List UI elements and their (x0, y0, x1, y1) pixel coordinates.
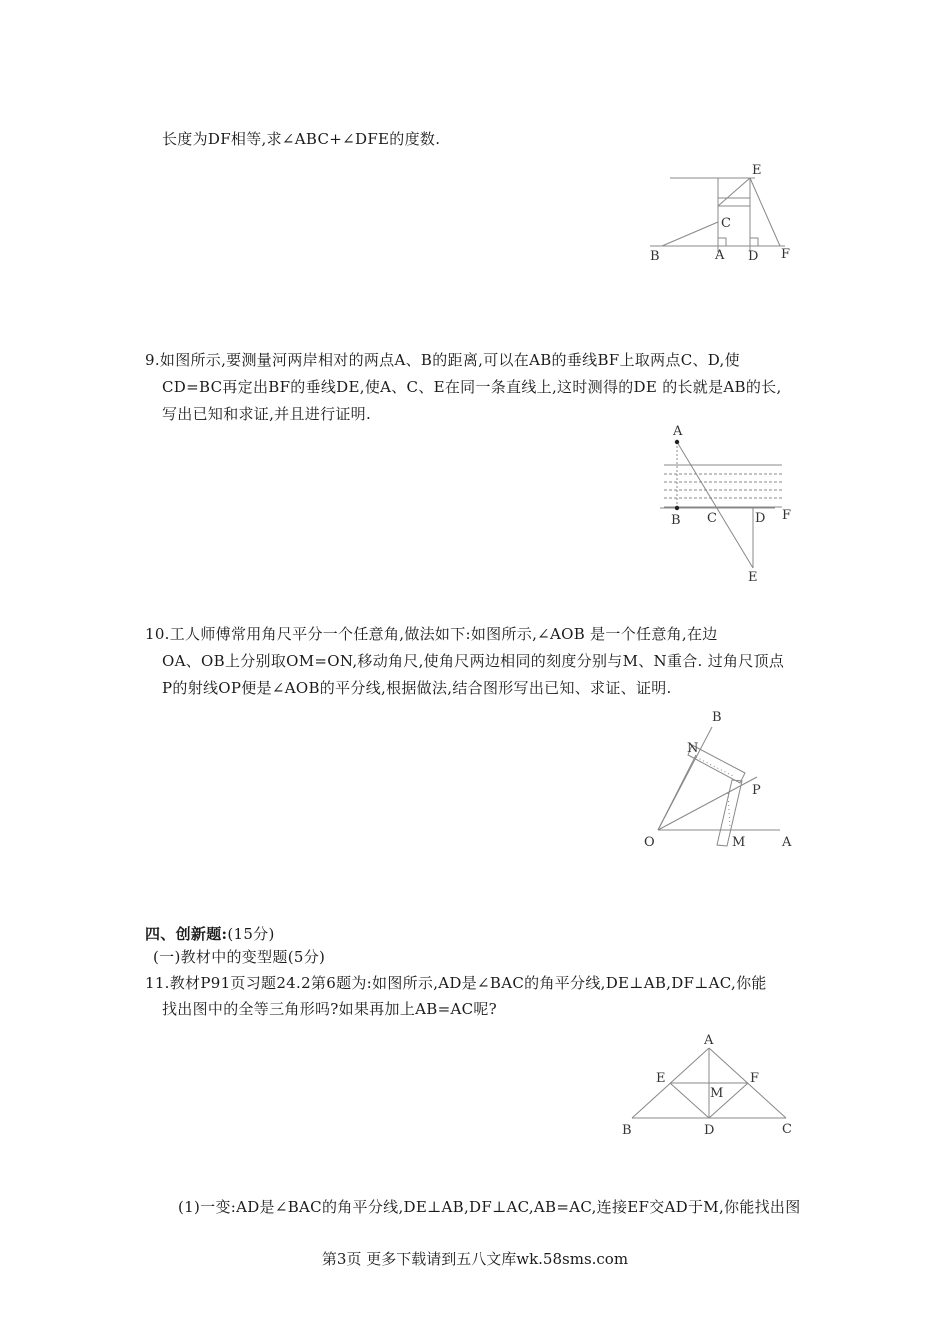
section4-heading (145, 923, 275, 945)
fig11-label-d: D (704, 1123, 715, 1138)
section4-title: 四、创新题: (145, 925, 228, 943)
fig11-label-b: B (622, 1123, 632, 1138)
fig10-label-o: O (644, 835, 655, 850)
figure-q10 (640, 705, 810, 855)
q11-text-line-1: 11.教材P91页习题24.2第6题为:如图所示,AD是∠BAC的角平分线,DE⊥AB,DF⊥AC,你能 (145, 974, 767, 992)
page-footer: 第3页 更多下载请到五八文库wk.58sms.com (321, 1250, 629, 1268)
fig9-point-b (675, 506, 679, 510)
fig8-bc-segment (662, 222, 718, 246)
q11-text-line-2: 找出图中的全等三角形吗?如果再加上AB=AC呢? (162, 1000, 498, 1018)
q10-text-line-3: P的射线OP便是∠AOB的平分线,根据做法,结合图形写出已知、求证、证明. (162, 679, 672, 697)
fig8-diagonal (718, 178, 750, 206)
fig11-label-m: M (710, 1086, 724, 1101)
q11-part1-text-line-1: (1)一变:AD是∠BAC的角平分线,DE⊥AB,DF⊥AC,AB=AC,连接EF交AD于M,你能找出图 (178, 1198, 801, 1216)
fig8-ef-segment (750, 178, 780, 246)
fig10-segment-on (658, 755, 696, 830)
fig8-label-b: B (650, 249, 660, 264)
fig8-right-angle-d (750, 238, 758, 246)
fig9-label-c: C (707, 511, 717, 526)
fig11-label-e: E (656, 1071, 666, 1086)
fig11-label-f: F (750, 1071, 760, 1086)
fig10-scale-ticks (728, 793, 730, 829)
fig9-point-a (675, 440, 679, 444)
fig10-ray-op (658, 777, 757, 830)
fig10-label-b: B (712, 710, 722, 725)
fig11-label-c: C (782, 1122, 792, 1137)
fig8-right-angle-a (718, 238, 726, 246)
fig11-segment-de (670, 1083, 709, 1118)
fig9-label-b: B (671, 513, 681, 528)
fig8-label-a: A (715, 248, 725, 263)
fig9-label-f: F (782, 508, 792, 523)
fig10-label-a: A (782, 835, 792, 850)
q9-text-line-3: 写出已知和求证,并且进行证明. (162, 405, 372, 423)
fig8-label-f: F (781, 247, 791, 262)
q8-text-line-1: 长度为DF相等,求∠ABC+∠DFE的度数. (162, 130, 441, 148)
q9-text-line-2: CD=BC再定出BF的垂线DE,使A、C、E在同一条直线上,这时测得的DE 的长就是AB的长, (162, 378, 782, 396)
section4-score: (15分) (227, 925, 275, 943)
fig9-label-a: A (673, 424, 683, 439)
fig9-label-d: D (755, 511, 766, 526)
fig11-label-a: A (704, 1033, 714, 1048)
fig9-ace-line (677, 442, 753, 568)
figure-q8 (640, 160, 810, 270)
figure-q9 (650, 420, 810, 590)
fig8-label-c: C (721, 216, 731, 231)
q9-text-line-1: 9.如图所示,要测量河两岸相对的两点A、B的距离,可以在AB的垂线BF上取两点C、D,使 (145, 351, 740, 369)
fig10-label-n: N (687, 741, 699, 756)
fig9-label-e: E (748, 570, 758, 585)
figure-q11 (618, 1030, 808, 1140)
fig8-label-d: D (748, 249, 759, 264)
q10-text-line-1: 10.工人师傅常用角尺平分一个任意角,做法如下:如图所示,∠AOB 是一个任意角,在边 (145, 625, 718, 643)
fig10-label-p: P (752, 783, 761, 798)
fig10-label-m: M (732, 835, 746, 850)
fig10-scale-ticks-2 (696, 757, 735, 777)
section4-subheading: (一)教材中的变型题(5分) (153, 948, 326, 966)
q10-text-line-2: OA、OB上分别取OM=ON,移动角尺,使角尺两边相同的刻度分别与M、N重合. 过角尺顶点 (162, 652, 785, 670)
fig8-label-e: E (752, 163, 762, 178)
